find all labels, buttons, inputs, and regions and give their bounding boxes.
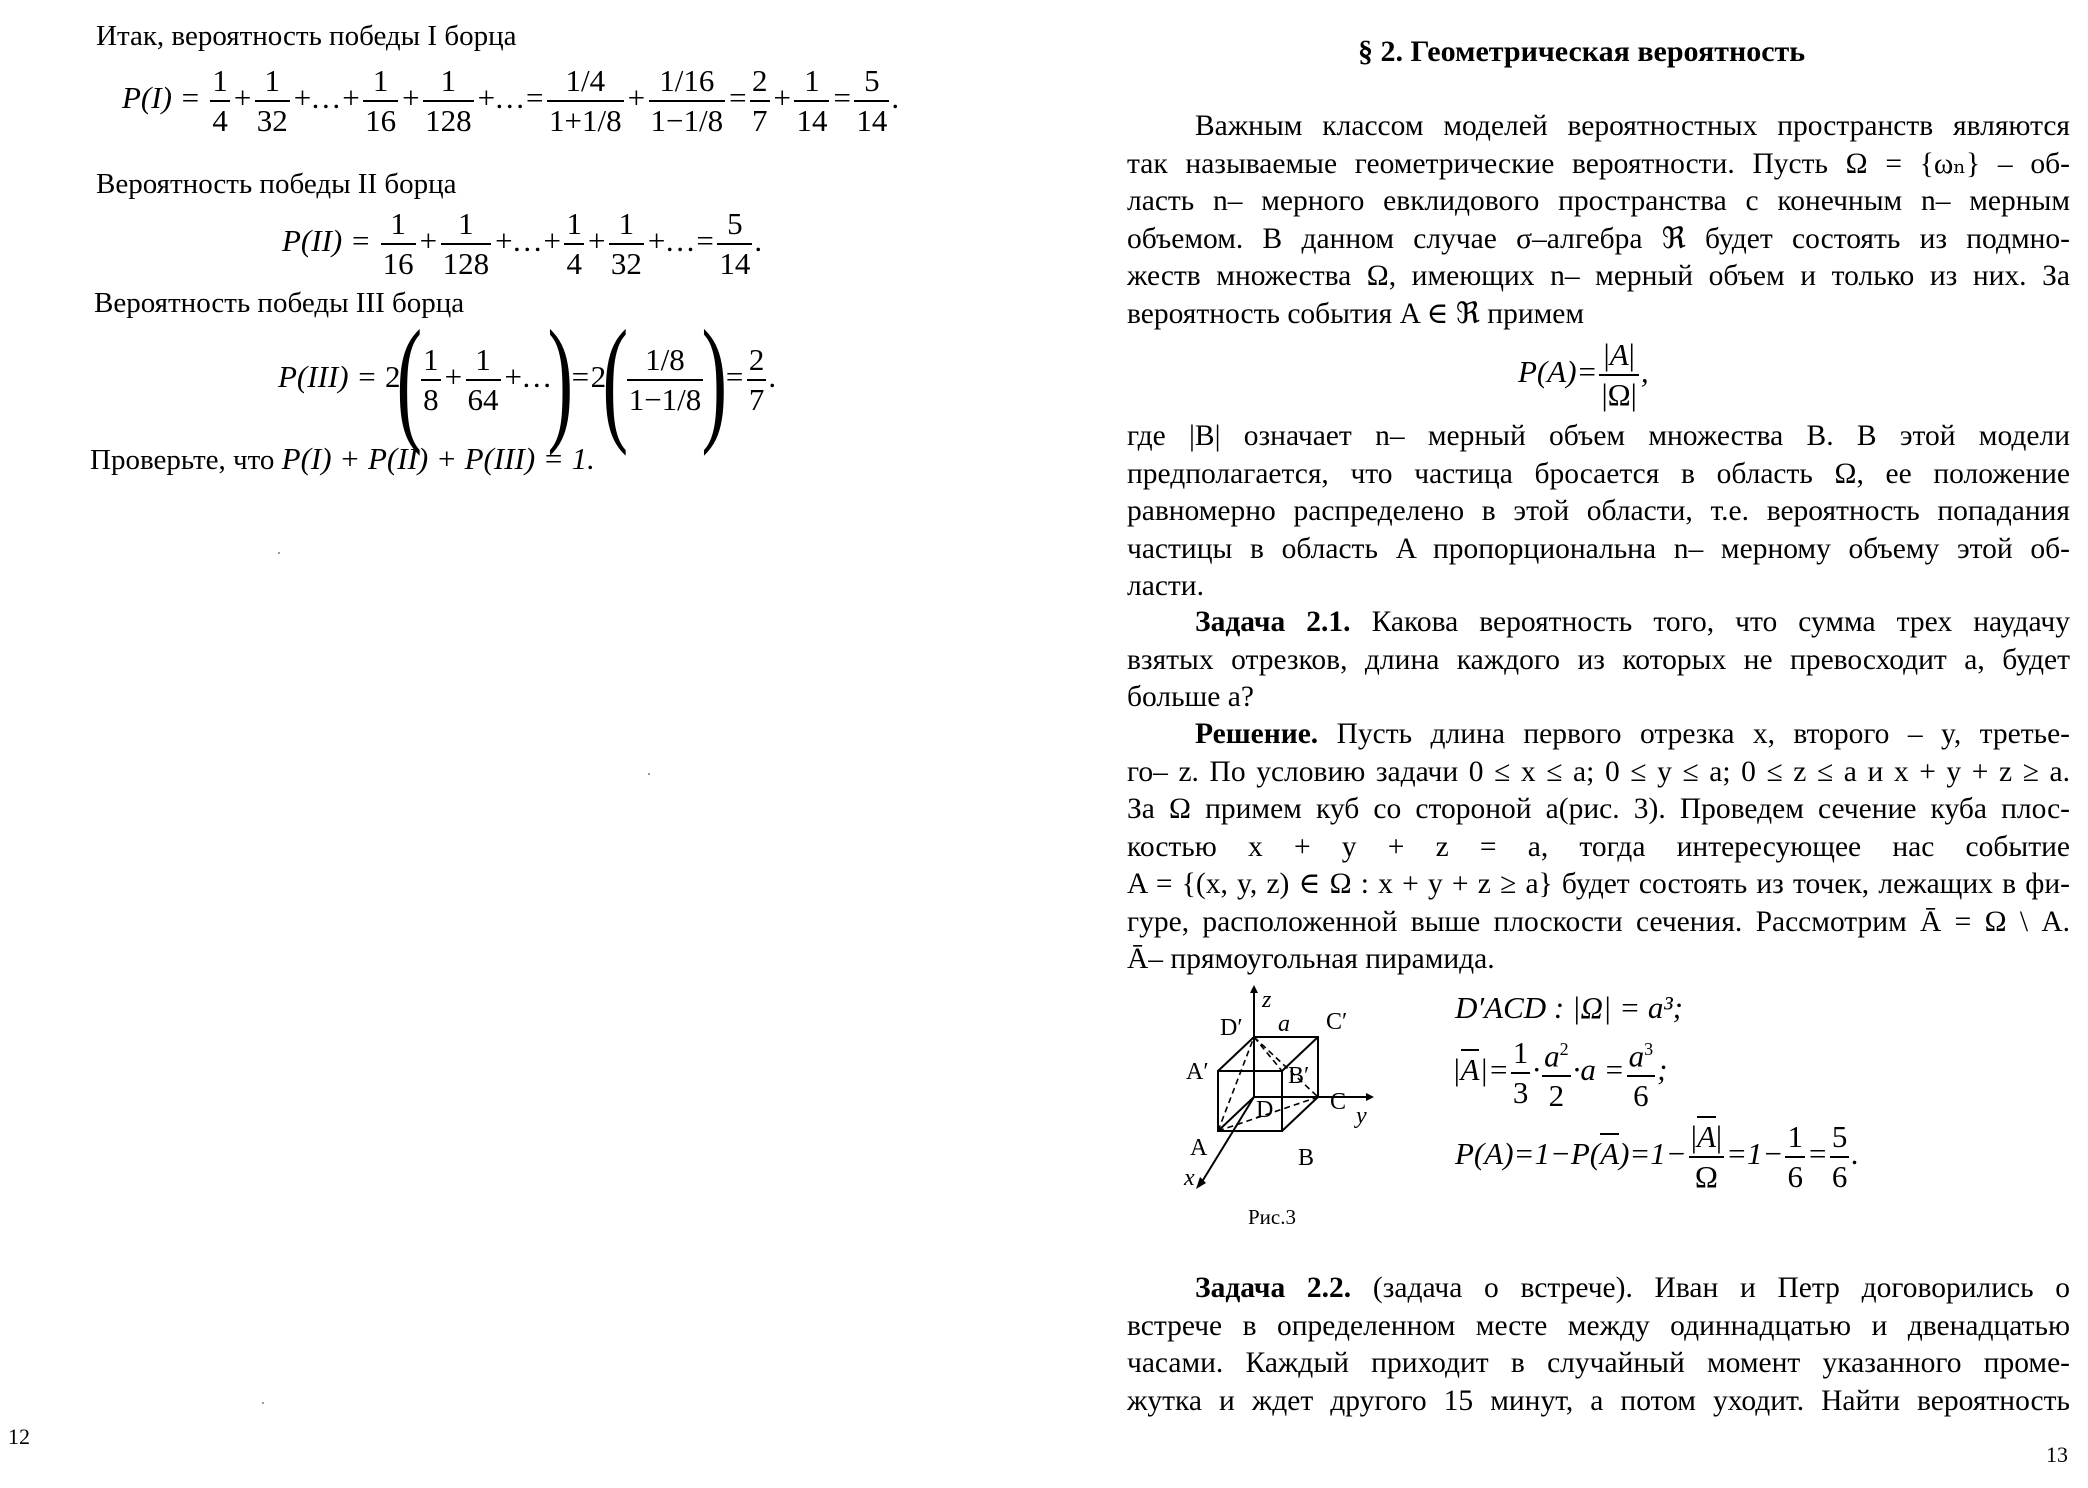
- text-line: Задача 2.1. Какова вероятность того, что сумма трех наудачу: [1195, 606, 2070, 638]
- section-heading: § 2. Геометрическая вероятность: [1358, 35, 1806, 68]
- intro-II: Вероятность победы II борца: [96, 168, 457, 200]
- section-line: [1218, 1037, 1254, 1131]
- solution: [1127, 716, 2070, 979]
- task-2-2: [1127, 1270, 2070, 1420]
- text-line: Важным классом моделей вероятностных пространств являются: [1195, 110, 2070, 142]
- intro-I: Итак, вероятность победы I борца: [96, 20, 517, 52]
- task-2-2-label: Задача 2.2.: [1195, 1272, 1352, 1304]
- figure-caption: Рис.3: [1248, 1205, 1296, 1229]
- fig-label-Dp: D′: [1220, 1015, 1243, 1041]
- page-number-left: 12: [8, 1424, 30, 1449]
- page-number-right: 13: [2046, 1442, 2068, 1467]
- fig-label-C: C: [1330, 1089, 1347, 1115]
- scan-speck: [262, 1402, 264, 1404]
- task-2-1-label: Задача 2.1.: [1195, 606, 1351, 638]
- paragraph-definition: [1127, 108, 2070, 333]
- text-line: часами. Каждый приходит в случайный момент указанного проме-: [1127, 1347, 2070, 1379]
- section-line: [1254, 1037, 1282, 1071]
- equation-P-II: P(II) = $\frac{1}{16}$ + $\frac{1}{128}$ +…+ $\frac{1}{4}$ + $\frac{1}{32}$ +…= $\frac{5}{14}$ .: [282, 206, 763, 281]
- solution-label: Решение.: [1195, 718, 1319, 750]
- text-line: предполагается, что частица бросается в область Ω, ее положение: [1127, 457, 2070, 490]
- text-line: объемом. В данном случае σ–алгебра ℜ будет состоять из подмно-: [1127, 222, 2070, 255]
- formula-PA: P(A)= $\frac{|A|}{|\Omega|}$ ,: [1518, 337, 1649, 412]
- text-line: Задача 2.2. (задача о встрече). Иван и Петр договорились о: [1195, 1272, 2071, 1304]
- text-line: го– z. По условию задачи 0 ≤ x ≤ a; 0 ≤ y ≤ a; 0 ≤ z ≤ a и x + y + z ≥ a.: [1127, 755, 2070, 788]
- text-line: ласти.: [1127, 570, 1204, 602]
- text-line: частицы в область A пропорциональна n– мерному объему этой об-: [1127, 532, 2070, 565]
- y-arrow-icon: [1366, 1093, 1374, 1101]
- text-line: вероятность события A ∈ ℜ примем: [1127, 297, 1585, 330]
- fig-label-D: D: [1256, 1097, 1274, 1123]
- z-arrow-icon: [1250, 985, 1258, 993]
- text-line: жутка и ждет другого 15 минут, а потом уходит. Найти вероятность: [1127, 1384, 2070, 1417]
- check-text: Проверьте, что: [90, 444, 275, 476]
- fig-label-z: z: [1262, 987, 1272, 1013]
- eq-III-label: P(III) =: [278, 359, 378, 395]
- fig-label-A: A: [1190, 1135, 1208, 1161]
- text-line: где |B| означает n– мерный объем множества B. В этой модели: [1127, 420, 2070, 452]
- cube-figure: [1170, 985, 1400, 1195]
- text-line: встрече в определенном месте между одиннадцатью и двенадцатью: [1127, 1309, 2070, 1342]
- cube-edge: [1218, 1037, 1254, 1071]
- calc-PA: P(A)=1−P(A)=1− $\frac{|A|}{\Omega}$ =1− $\frac{1}{6}$ = $\frac{5}{6}$ .: [1455, 1118, 1859, 1196]
- fig-label-y: y: [1356, 1103, 1367, 1129]
- eq-I-label: P(I) =: [122, 80, 201, 116]
- calc-Abar: |A|= $\frac{1}{3}$ · $\frac{a^2}{2}$ ·a = $\frac{a^3}{6}$ ;: [1452, 1030, 1667, 1115]
- calc-omega: D′ACD : |Ω| = a³;: [1455, 990, 1683, 1025]
- text-line: жеств множества Ω, имеющих n– мерный объем и только из них. За: [1127, 260, 2070, 292]
- cube-edge: [1282, 1097, 1318, 1131]
- text-line: равномерно распределено в этой области, т.е. вероятность попадания: [1127, 495, 2070, 527]
- intro-III: Вероятность победы III борца: [94, 287, 465, 319]
- text-line: больше a?: [1127, 681, 1254, 713]
- equation-P-III: P(III) = 2( $\frac{1}{8}$ + $\frac{1}{64}$ +…)=2( $\frac{1/8}{1-1/8}$ )= $\frac{2}{7}$ .: [278, 302, 777, 457]
- fig-label-x: x: [1184, 1165, 1195, 1191]
- scan-speck: [278, 552, 280, 554]
- fig-label-B: B: [1298, 1145, 1315, 1171]
- equation-P-I: P(I) = $\frac{1}{4}$ + $\frac{1}{32}$ +…+ $\frac{1}{16}$ + $\frac{1}{128}$ +…= $\frac{1/4}{1+1/8}$ + $\frac{1/16}{1-1/8}$ = $\frac{2}{7}$ + $\frac{1}{14}$ = $\frac{5}{14}$ .: [122, 63, 900, 138]
- eq-II-label: P(II) =: [282, 223, 371, 259]
- paragraph-model: [1127, 418, 2070, 606]
- text-line: гуре, расположенной выше плоскости сечения. Рассмотрим Ā = Ω \ A.: [1127, 905, 2070, 938]
- text-line: За Ω примем куб со стороной a(рис. 3). Проведем сечение куба плос-: [1127, 793, 2070, 825]
- text-line: так называемые геометрические вероятности. Пусть Ω = {ωₙ} – об-: [1127, 147, 2070, 180]
- scan-speck: [648, 773, 650, 775]
- task-2-1: [1127, 604, 2070, 717]
- text-line: Ā– прямоугольная пирамида.: [1127, 943, 1495, 975]
- text-line: костью x + y + z = a, тогда интересующее нас событие: [1127, 830, 2070, 863]
- fig-label-Cp: C′: [1326, 1009, 1348, 1035]
- text-line: ласть n– мерного евклидового пространства с конечным n– мерным: [1127, 185, 2070, 217]
- text-line: Решение. Пусть длина первого отрезка x, второго – y, третье-: [1195, 718, 2070, 750]
- text-line: A = {(x, y, z) ∈ Ω : x + y + z ≥ a} будет состоять из точек, лежащих в фи-: [1127, 868, 2070, 900]
- check-line: [90, 440, 595, 479]
- text-line: взятых отрезков, длина каждого из которых не превосходит a, будет: [1127, 643, 2070, 676]
- fig-label-Bp: B′: [1288, 1063, 1310, 1089]
- x-axis: [1200, 1097, 1254, 1185]
- fig-label-a: a: [1278, 1011, 1290, 1037]
- check-formula: P(I) + P(II) + P(III) = 1.: [281, 441, 595, 476]
- fig-label-Ap: A′: [1186, 1059, 1209, 1085]
